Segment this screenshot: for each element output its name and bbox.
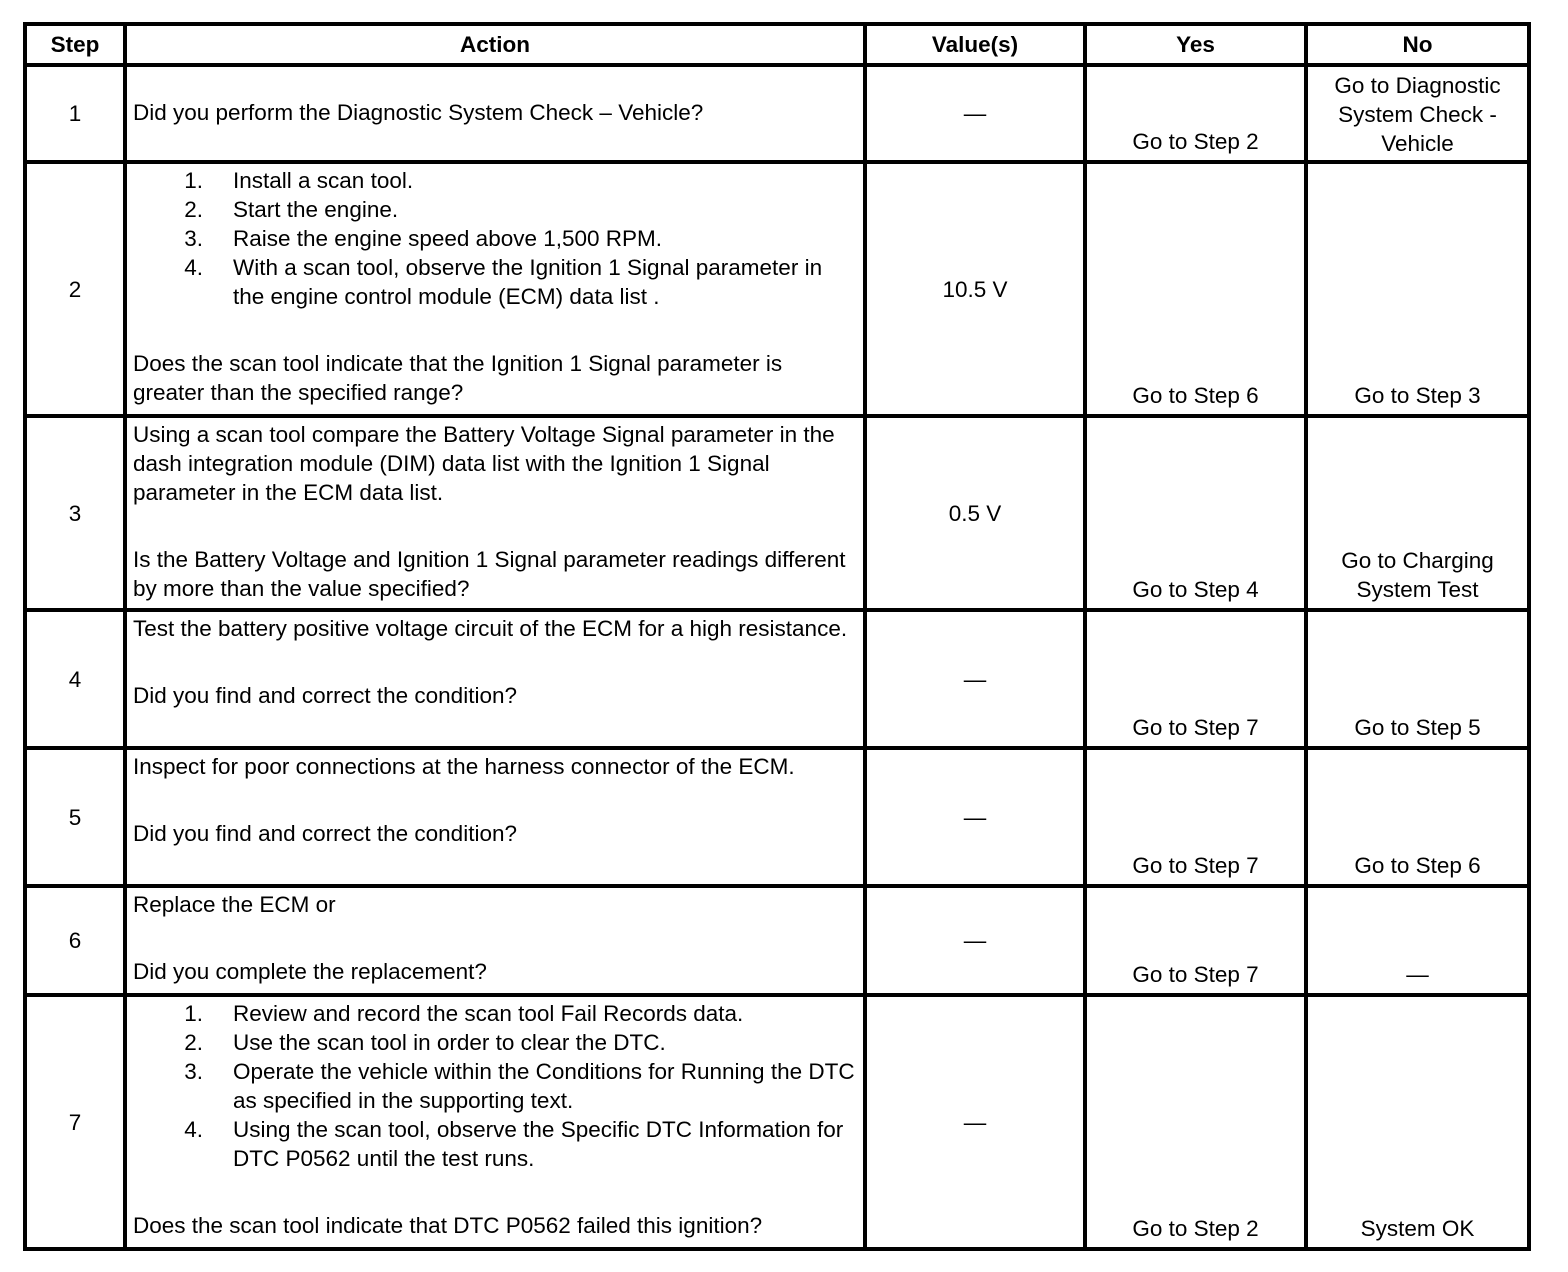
value-cell: 0.5 V: [865, 416, 1085, 610]
header-action: Action: [125, 24, 865, 65]
table-row-step-1: [25, 65, 1529, 162]
header-yes: Yes: [1085, 24, 1306, 65]
value-cell: —: [865, 610, 1085, 748]
no-cell: Go to Step 5: [1306, 610, 1529, 748]
question-text: Is the Battery Voltage and Ignition 1 Signal parameter readings different by more than the value specified?: [133, 547, 846, 601]
action-cell: [125, 416, 865, 610]
value-cell: —: [865, 65, 1085, 162]
no-cell: Go to Step 3: [1306, 162, 1529, 416]
step-number: 7: [25, 995, 125, 1249]
list-item: 3. Raise the engine speed above 1,500 RPM.: [184, 226, 663, 251]
action-text: Did you perform the Diagnostic System Check – Vehicle?: [133, 100, 704, 125]
header-row: [25, 24, 1529, 65]
value-cell: —: [865, 886, 1085, 995]
step-number: 4: [25, 610, 125, 748]
value-cell: —: [865, 748, 1085, 886]
list-item: 1. Install a scan tool.: [184, 168, 414, 193]
value-cell: —: [865, 995, 1085, 1249]
yes-cell: Go to Step 4: [1085, 416, 1306, 610]
no-cell: Go to Diagnostic System Check - Vehicle: [1306, 65, 1529, 162]
no-cell: —: [1306, 886, 1529, 995]
no-cell: Go to Charging System Test: [1306, 416, 1529, 610]
header-values: Value(s): [865, 24, 1085, 65]
table-row-step-2: [25, 162, 1529, 416]
table-row-step-5: [25, 748, 1529, 886]
yes-cell: Go to Step 7: [1085, 748, 1306, 886]
action-cell: [125, 748, 865, 886]
action-cell: [125, 162, 865, 416]
table-row-step-6: [25, 886, 1529, 995]
action-text: Inspect for poor connections at the harness connector of the ECM.: [133, 754, 795, 779]
step-number: 6: [25, 886, 125, 995]
action-cell: [125, 886, 865, 995]
action-cell: [125, 610, 865, 748]
question-text: Did you find and correct the condition?: [133, 683, 517, 708]
question-text: Did you find and correct the condition?: [133, 821, 517, 846]
value-cell: 10.5 V: [865, 162, 1085, 416]
step-number: 1: [25, 65, 125, 162]
yes-cell: Go to Step 7: [1085, 886, 1306, 995]
instruction-list: [133, 166, 857, 311]
yes-cell: Go to Step 2: [1085, 995, 1306, 1249]
action-text: Replace the ECM or: [133, 892, 336, 917]
no-cell: System OK: [1306, 995, 1529, 1249]
table-row-step-4: [25, 610, 1529, 748]
diagnostic-table: [23, 22, 1531, 1251]
list-item: 2. Use the scan tool in order to clear the DTC.: [184, 1030, 666, 1055]
step-number: 3: [25, 416, 125, 610]
yes-cell: Go to Step 6: [1085, 162, 1306, 416]
yes-cell: Go to Step 7: [1085, 610, 1306, 748]
step-number: 2: [25, 162, 125, 416]
action-cell: [125, 65, 865, 162]
question-text: Did you complete the replacement?: [133, 959, 487, 984]
step-number: 5: [25, 748, 125, 886]
list-item: 2. Start the engine.: [184, 197, 399, 222]
action-text: Test the battery positive voltage circuit of the ECM for a high resistance.: [133, 616, 848, 641]
list-item: 4. With a scan tool, observe the Ignition 1 Signal parameter in the engine control module (ECM) data list .: [184, 255, 823, 309]
action-cell: [125, 995, 865, 1249]
header-no: No: [1306, 24, 1529, 65]
question-text: Does the scan tool indicate that DTC P0562 failed this ignition?: [133, 1213, 763, 1238]
yes-cell: Go to Step 2: [1085, 65, 1306, 162]
table-row-step-7: [25, 995, 1529, 1249]
question-text: Does the scan tool indicate that the Ignition 1 Signal parameter is greater than the specified range?: [133, 351, 783, 405]
action-text: Using a scan tool compare the Battery Voltage Signal parameter in the dash integration module (DIM) data list with the Ignition 1 Signal parameter in the ECM data list.: [133, 422, 835, 505]
instruction-list: [133, 999, 857, 1173]
list-item: 4. Using the scan tool, observe the Specific DTC Information for DTC P0562 until the test runs.: [184, 1117, 844, 1171]
header-step: Step: [25, 24, 125, 65]
no-cell: Go to Step 6: [1306, 748, 1529, 886]
list-item: 3. Operate the vehicle within the Conditions for Running the DTC as specified in the supporting text.: [184, 1059, 855, 1113]
table-row-step-3: [25, 416, 1529, 610]
list-item: 1. Review and record the scan tool Fail Records data.: [184, 1001, 744, 1026]
